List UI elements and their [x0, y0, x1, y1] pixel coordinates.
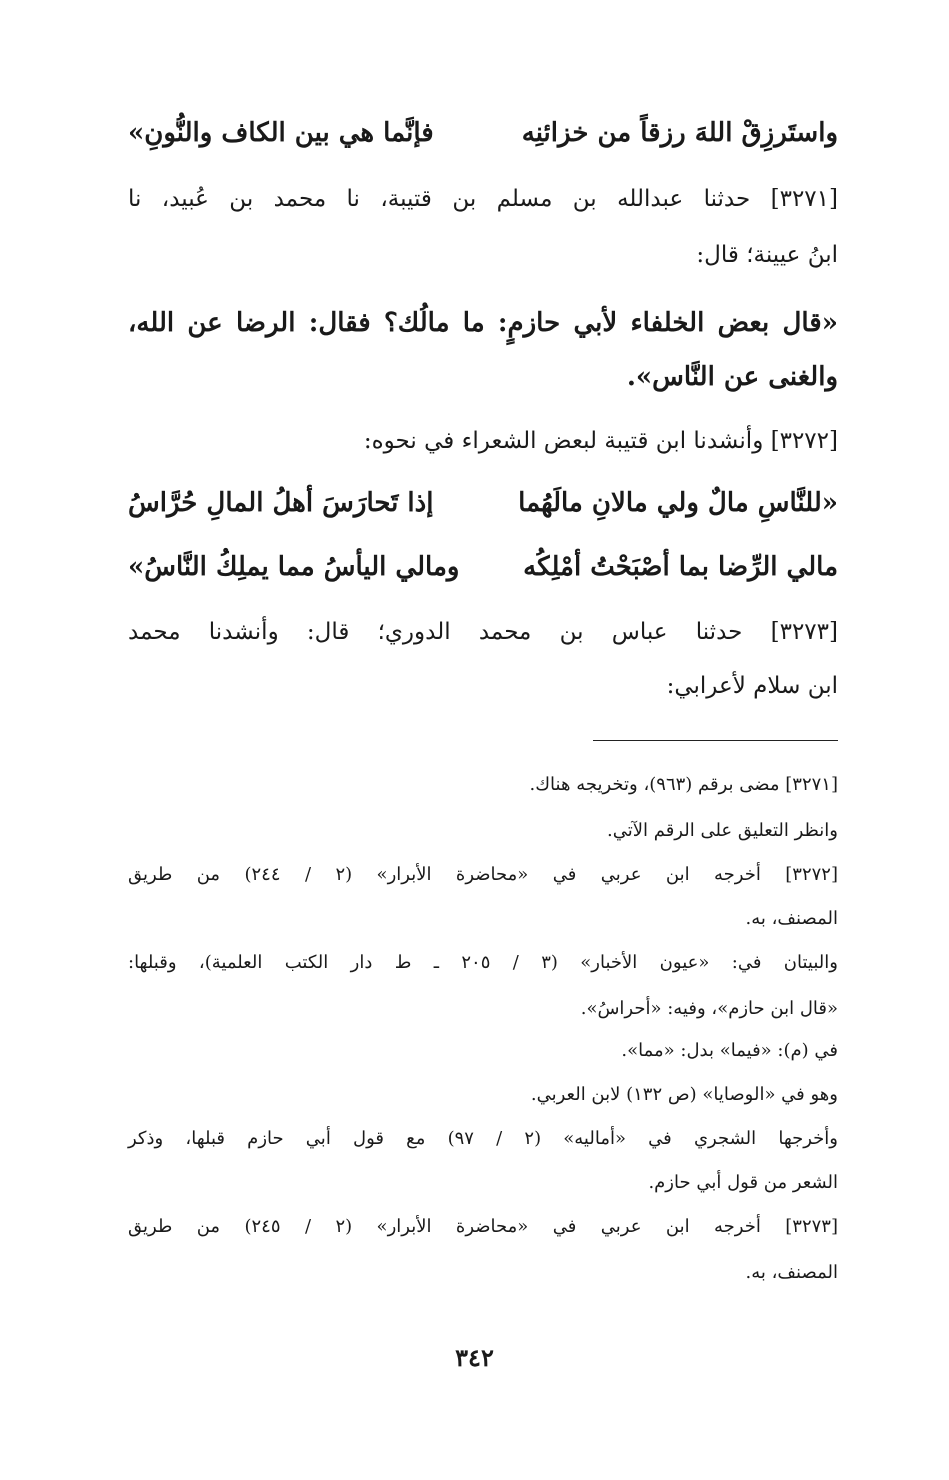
footnote-line: [٣٢٧١] مضى برقم (٩٦٣)، وتخريجه هناك.: [529, 774, 838, 795]
verse-line: [128, 552, 838, 582]
footnote-line: المصنف، به.: [745, 908, 838, 929]
quote-3271-line: «قال بعض الخلفاء لأبي حازمٍ: ما مالُك؟ فقال: الرضا عن الله،: [128, 308, 838, 338]
hemistich-left: ومالي اليأسُ مما يملِكُ النَّاسُ»: [128, 552, 460, 582]
footnote-line: الشعر من قول أبي حازم.: [648, 1172, 838, 1193]
hemistich-right: واستَرزِقْ اللهَ رزقاً من خزائنِه: [521, 118, 838, 148]
hadith-3273-line: ابن سلام لأعرابي:: [666, 673, 838, 699]
footnote-line: [٣٢٧٢] أخرجه ابن عربي في «محاضرة الأبرار» (٢ / ٢٤٤) من طريق: [128, 864, 838, 885]
footnote-line: وانظر التعليق على الرقم الآتي.: [607, 820, 838, 841]
hadith-3273-line: [٣٢٧٣] حدثنا عباس بن محمد الدوري؛ قال: وأنشدنا محمد: [128, 619, 838, 645]
hadith-3271-line: [٣٢٧١] حدثنا عبدالله بن مسلم بن قتيبة، نا محمد بن عُبيد، نا: [128, 186, 838, 212]
hemistich-right: مالي الرِّضا بما أصْبَحْتُ أمْلِكُه: [523, 552, 838, 582]
footnote-line: وهو في «الوصايا» (ص ١٣٢) لابن العربي.: [530, 1084, 838, 1105]
hemistich-left: إذا تَحارَسَ أهلُ المالِ حُرَّاسُ: [128, 488, 434, 518]
hemistich-left: فإنَّما هي بين الكاف والنُّونِ»: [128, 118, 434, 148]
page-number: ٣٤٢: [455, 1343, 494, 1372]
footnote-line: «قال ابن حازم»، وفيه: «أحراسُ».: [580, 998, 838, 1019]
hadith-3271-line: ابنُ عيينة؛ قال:: [696, 242, 838, 268]
footnote-line: وأخرجها الشجري في «أماليه» (٢ / ٩٧) مع قول أبي حازم قبلها، وذكر: [128, 1128, 838, 1149]
footnote-line: المصنف، به.: [745, 1262, 838, 1283]
footnote-line: والبيتان في: «عيون الأخبار» (٣ / ٢٠٥ ـ ط دار الكتب العلمية)، وقبلها:: [128, 952, 838, 973]
page-body: [128, 0, 838, 1480]
footnote-line: [٣٢٧٣] أخرجه ابن عربي في «محاضرة الأبرار» (٢ / ٢٤٥) من طريق: [128, 1216, 838, 1237]
hadith-3272-line: [٣٢٧٢] وأنشدنا ابن قتيبة لبعض الشعراء في نحوه:: [363, 428, 838, 454]
footnote-line: في (م): «فيما» بدل: «مما».: [621, 1040, 838, 1061]
footnote-separator: [593, 740, 838, 741]
verse-line: [128, 118, 838, 148]
verse-line: [128, 488, 838, 518]
hemistich-right: «للنَّاسِ مالٌ ولي مالانِ مالَهُما: [518, 488, 838, 518]
quote-3271-line: والغنى عن النَّاس».: [626, 362, 838, 392]
